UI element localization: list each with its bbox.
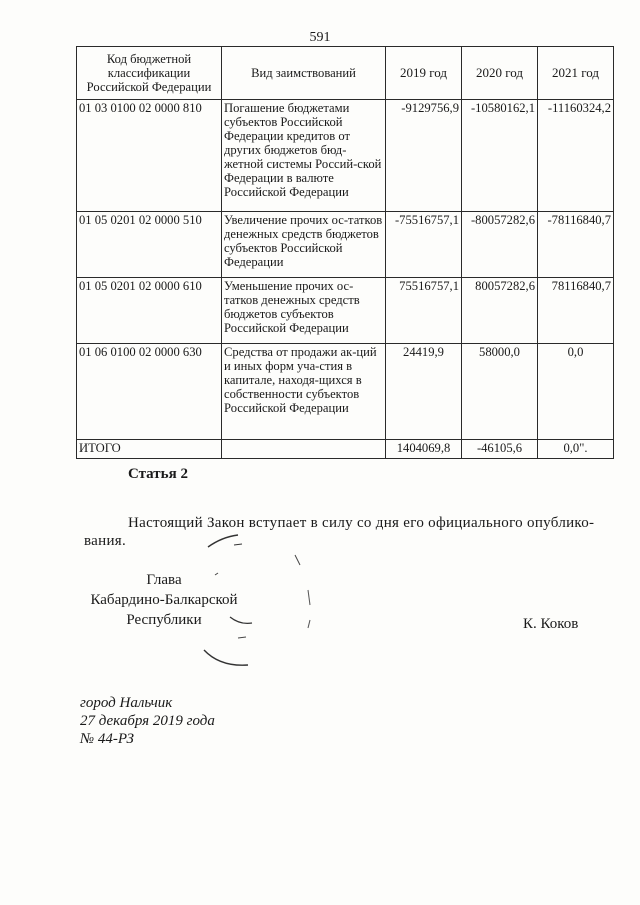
page-number: 591 [309,30,331,45]
header-2021: 2021 год [538,47,614,100]
header-2019: 2019 год [386,47,462,100]
table-header-row [77,47,614,100]
cell-desc: Увеличение прочих ос-татков денежных средств бюджетов субъектов Российской Федерации [222,212,386,278]
cell-2019: 24419,9 [386,344,462,440]
borrowing-table [76,46,614,459]
table-row [77,212,614,278]
cell-code: 01 06 0100 02 0000 630 [77,344,222,440]
cell-desc: Уменьшение прочих ос-татков денежных средств бюджетов субъектов Российской Федерации [222,278,386,344]
signatory-name: К. Коков [523,616,579,632]
city: город Нальчик [80,695,173,711]
cell-desc: Средства от продажи ак-ций и иных форм уча-стия в капитале, находя-щихся в собственности субъектов Российской Федерации [222,344,386,440]
cell-2019: -9129756,9 [386,100,462,212]
signature-line-1: Глава [146,572,182,588]
table-row [77,100,614,212]
date: 27 декабря 2019 года [80,713,215,729]
total-2021: 0,0". [538,440,614,459]
law-number: № 44-РЗ [80,731,134,747]
article-heading: Статья 2 [128,466,188,482]
total-2020: -46105,6 [462,440,538,459]
header-2020: 2020 год [462,47,538,100]
cell-2019: -75516757,1 [386,212,462,278]
cell-2019: 75516757,1 [386,278,462,344]
total-row [77,440,614,459]
cell-2021: 78116840,7 [538,278,614,344]
header-type: Вид заимствований [222,47,386,100]
cell-code: 01 03 0100 02 0000 810 [77,100,222,212]
table-row [77,278,614,344]
cell-2020: -10580162,1 [462,100,538,212]
cell-2021: -11160324,2 [538,100,614,212]
cell-code: 01 05 0201 02 0000 610 [77,278,222,344]
cell-desc: Погашение бюджетами субъектов Российской Федерации кредитов от других бюджетов бюд-жетной системы Россий-ской Федерации в валюте Российской Федерации [222,100,386,212]
signature-line-2: Кабардино-Балкарской [90,592,238,608]
signature-title [84,570,244,630]
table-row [77,344,614,440]
cell-2020: 80057282,6 [462,278,538,344]
cell-2020: -80057282,6 [462,212,538,278]
law-text: Настоящий Закон вступает в силу со дня его официального опублико-вания. [84,515,595,549]
total-2019: 1404069,8 [386,440,462,459]
cell-2021: -78116840,7 [538,212,614,278]
cell-code: 01 05 0201 02 0000 510 [77,212,222,278]
place-date-block [80,694,215,748]
signature-line-3: Республики [126,612,202,628]
header-code: Код бюджетной классификации Российской Федерации [77,47,222,100]
total-label: ИТОГО [77,440,222,459]
total-empty [222,440,386,459]
cell-2021: 0,0 [538,344,614,440]
cell-2020: 58000,0 [462,344,538,440]
